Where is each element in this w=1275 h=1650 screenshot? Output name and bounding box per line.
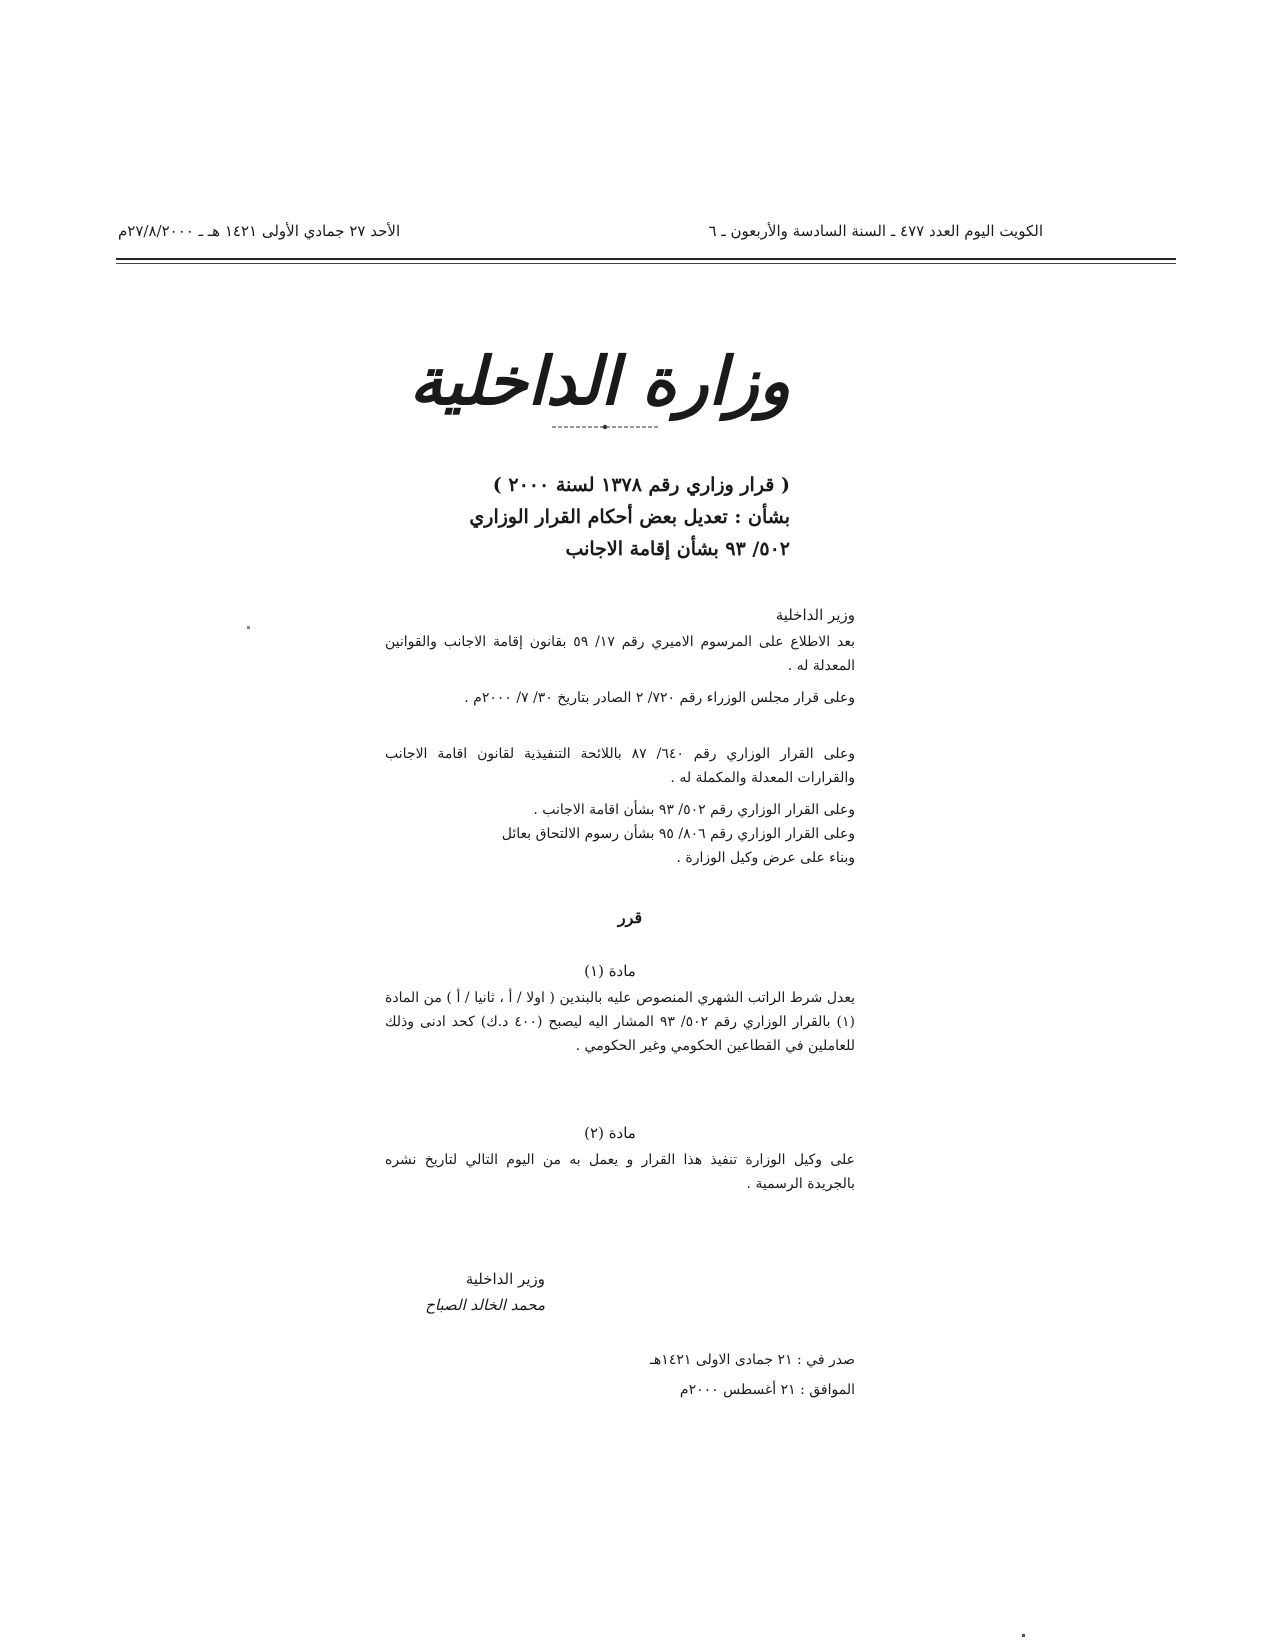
signature-name: محمد الخالد الصباح — [425, 1296, 545, 1314]
gazette-date: الأحد ٢٧ جمادي الأولى ١٤٢١ هـ ـ ٢٧/٨/٢٠٠٠م — [118, 222, 401, 240]
issued-gregorian-date: الموافق : ٢١ أغسطس ٢٠٠٠م — [679, 1382, 855, 1398]
header-rule-thin — [116, 263, 1176, 264]
preamble-paragraph: وعلى قرار مجلس الوزراء رقم ٧٢٠/ ٢ الصادر بتاريخ ٣٠/ ٧/ ٢٠٠٠م . — [464, 690, 855, 706]
header-rule — [116, 258, 1176, 260]
ministry-title: وزارة الداخلية — [409, 342, 791, 420]
preamble-paragraph: بعد الاطلاع على المرسوم الاميري رقم ١٧/ ٥٩ بقانون إقامة الاجانب والقوانين المعدلة له . — [385, 634, 855, 674]
scan-speck — [247, 626, 250, 629]
preamble-paragraph: وبناء على عرض وكيل الوزارة . — [676, 850, 855, 866]
scan-speck — [1022, 1634, 1025, 1637]
preamble-paragraph: وعلى القرار الوزاري رقم ٦٤٠/ ٨٧ باللائحة التنفيذية لقانون اقامة الاجانب والقرارات المعدلة والمكملة له . — [385, 746, 855, 786]
decided-heading: قرر — [617, 908, 643, 927]
preamble-paragraph: وعلى القرار الوزاري رقم ٥٠٢/ ٩٣ بشأن اقامة الاجانب . — [533, 802, 855, 818]
decision-number: ( قرار وزاري رقم ١٣٧٨ لسنة ٢٠٠٠ ) — [492, 474, 790, 496]
gazette-issue-info: الكويت اليوم العدد ٤٧٧ ـ السنة السادسة والأربعون ـ ٦ — [708, 222, 1043, 240]
article-text: على وكيل الوزارة تنفيذ هذا القرار و يعمل به من اليوم التالي لتاريخ نشره بالجريدة الرسمية . — [385, 1152, 856, 1192]
issued-hijri-date: صدر في : ٢١ جمادى الاولى ١٤٢١هـ — [649, 1352, 855, 1368]
ornament-divider — [550, 422, 660, 432]
decision-subject-cont: ٥٠٢/ ٩٣ بشأن إقامة الاجانب — [565, 538, 790, 560]
article-heading: مادة (٢) — [584, 1124, 636, 1142]
preamble-paragraph: وعلى القرار الوزاري رقم ٨٠٦/ ٩٥ بشأن رسوم الالتحاق بعائل — [501, 826, 855, 842]
preamble-heading: وزير الداخلية — [775, 606, 855, 624]
decision-subject: بشأن : تعديل بعض أحكام القرار الوزاري — [469, 506, 790, 528]
article-heading: مادة (١) — [584, 962, 636, 980]
article-text: يعدل شرط الراتب الشهري المنصوص عليه بالبندين ( اولا / أ ، ثانيا / أ ) من المادة (١) بالقرار الوزاري رقم ٥٠٢/ ٩٣ المشار اليه ليصبح (٤٠٠ د.ك) كحد ادنى وذلك للعاملين في القطاعين الحكومي وغير الحكومي . — [385, 990, 855, 1054]
signature-title: وزير الداخلية — [465, 1270, 545, 1288]
